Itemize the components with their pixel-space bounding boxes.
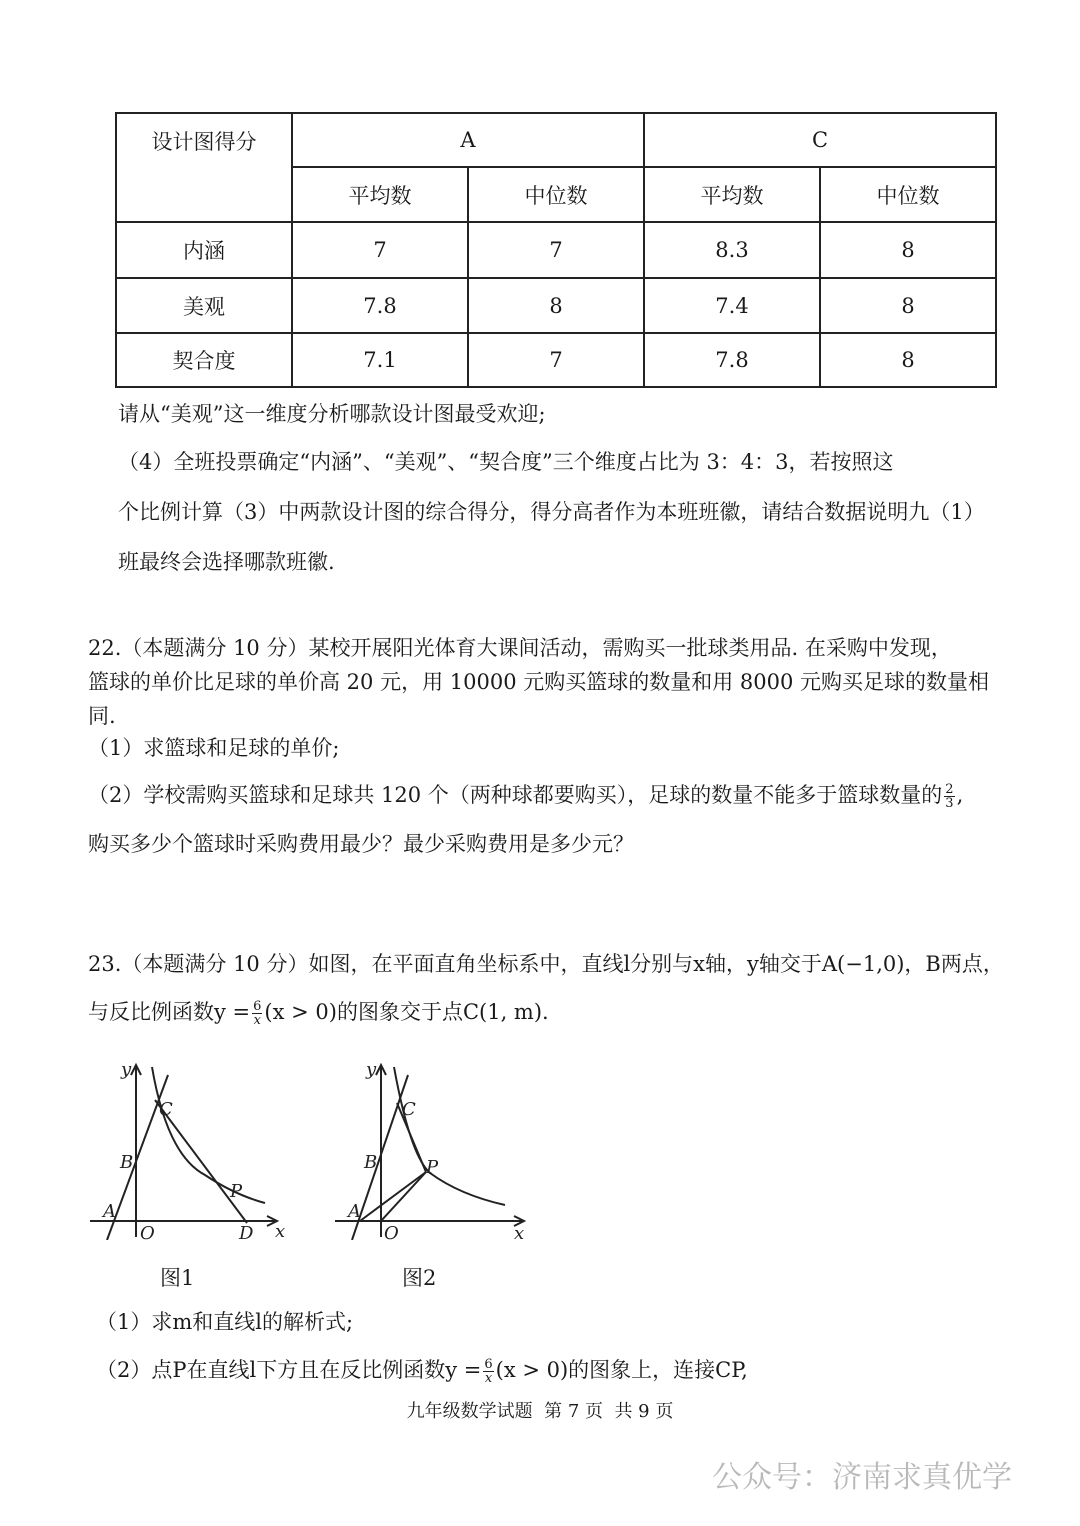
label-b: B xyxy=(120,1152,134,1173)
figure-1 xyxy=(85,1055,305,1240)
fraction-denominator: x xyxy=(484,1371,493,1386)
table-cell: 8 xyxy=(901,238,915,262)
label-c: C xyxy=(402,1099,416,1120)
q22-sub2-tail: , xyxy=(956,783,964,807)
table-group-header: A xyxy=(460,128,476,152)
table-cell: 8 xyxy=(901,348,915,372)
label-a: A xyxy=(348,1201,361,1222)
segment-op xyxy=(381,1172,426,1221)
table-group-header: C xyxy=(811,128,829,152)
table-cell: 8 xyxy=(901,293,915,318)
table-corner-label: 设计图得分 xyxy=(151,130,257,154)
label-p: P xyxy=(426,1157,439,1178)
q23-sub2-text: （2）点P在直线l下方且在反比例函数y = xyxy=(96,1358,482,1382)
fraction-numerator: 2 xyxy=(945,782,954,797)
table-cell: 7.8 xyxy=(715,348,749,372)
table-border-bottom xyxy=(115,386,997,388)
table-cell: 7 xyxy=(549,348,563,372)
q23-line2 xyxy=(88,998,549,1027)
q22-line: 同. xyxy=(88,704,116,728)
figure-2 xyxy=(330,1055,540,1240)
hyperbola-curve xyxy=(152,1067,265,1203)
table-row-label: 契合度 xyxy=(172,349,236,373)
q21-part4-line: 班最终会选择哪款班徽. xyxy=(118,550,335,574)
label-d: D xyxy=(239,1223,254,1240)
q23-line2-tail: (x > 0)的图象交于点C(1, m). xyxy=(264,1000,549,1024)
table-cell: 7.4 xyxy=(715,293,749,318)
table-row-label: 美观 xyxy=(183,294,225,319)
q22-sub2 xyxy=(88,781,963,810)
q22-line: 22.（本题满分 10 分）某校开展阳光体育大课间活动，需购买一批球类用品. 在采购中发现， xyxy=(88,636,952,660)
fraction-numerator: 6 xyxy=(484,1357,493,1372)
q23-sub1: （1）求m和直线l的解析式; xyxy=(96,1310,354,1334)
fraction xyxy=(252,1000,262,1027)
label-x: x xyxy=(514,1223,525,1240)
q22-sub1: （1）求篮球和足球的单价; xyxy=(88,736,340,760)
q22-sub2-line2: 购买多少个篮球时采购费用最少？最少采购费用是多少元？ xyxy=(88,832,634,856)
table-cell: 7 xyxy=(549,238,563,262)
page-footer: 九年级数学试题 第 7 页 共 9 页 xyxy=(406,1401,674,1422)
label-c: C xyxy=(159,1099,173,1120)
fraction-denominator: x xyxy=(253,1013,261,1028)
q23-line: 23.（本题满分 10 分）如图，在平面直角坐标系中，直线l分别与x轴，y轴交于A(−1,0)，B两点， xyxy=(88,952,1004,976)
label-x: x xyxy=(275,1221,286,1240)
table-subheader: 平均数 xyxy=(700,183,764,208)
q22-sub2-text: （2）学校需购买篮球和足球共 120 个（两种球都要购买），足球的数量不能多于篮球数量的 xyxy=(88,783,943,807)
q22-line: 篮球的单价比足球的单价高 20 元，用 10000 元购买篮球的数量和用 8000 元购买足球的数量相 xyxy=(88,670,990,694)
figure-2-caption: 图2 xyxy=(402,1266,437,1290)
score-table xyxy=(115,112,997,388)
fraction-numerator: 6 xyxy=(253,999,262,1014)
figure-1-caption: 图1 xyxy=(160,1266,195,1290)
table-subheader: 平均数 xyxy=(348,183,412,208)
q23-sub2-tail: (x > 0)的图象上，连接CP, xyxy=(495,1358,748,1382)
table-cell: 8.3 xyxy=(715,238,749,262)
fraction-denominator: 3 xyxy=(945,796,954,811)
q21-prompt: 请从“美观”这一维度分析哪款设计图最受欢迎; xyxy=(118,402,546,426)
fraction xyxy=(483,1358,493,1385)
label-y: y xyxy=(366,1059,377,1080)
table-border-right xyxy=(995,112,997,388)
label-a: A xyxy=(103,1201,116,1222)
q21-part4-line: 个比例计算（3）中两款设计图的综合得分，得分高者作为本班班徽，请结合数据说明九（1） xyxy=(118,500,985,524)
table-cell: 8 xyxy=(549,293,563,318)
table-subheader: 中位数 xyxy=(876,183,940,208)
segment-ap xyxy=(360,1172,426,1221)
table-row-label: 内涵 xyxy=(183,239,225,263)
label-b: B xyxy=(364,1152,378,1173)
label-p: P xyxy=(230,1181,243,1202)
label-o: O xyxy=(384,1223,399,1240)
label-y: y xyxy=(121,1059,132,1080)
label-o: O xyxy=(140,1223,155,1240)
watermark: 公众号：济南求真优学 xyxy=(712,1460,1012,1495)
table-subheader: 中位数 xyxy=(524,183,588,208)
table-cell: 7 xyxy=(373,238,387,262)
q21-part4-line: （4）全班投票确定“内涵”、“美观”、“契合度”三个维度占比为 3：4：3，若按照这 xyxy=(118,450,894,474)
fraction xyxy=(944,783,954,810)
table-cell: 7.8 xyxy=(363,293,397,318)
table-cell: 7.1 xyxy=(363,348,397,372)
q23-line2-text: 与反比例函数y = xyxy=(88,1000,251,1024)
q23-sub2 xyxy=(96,1356,748,1385)
